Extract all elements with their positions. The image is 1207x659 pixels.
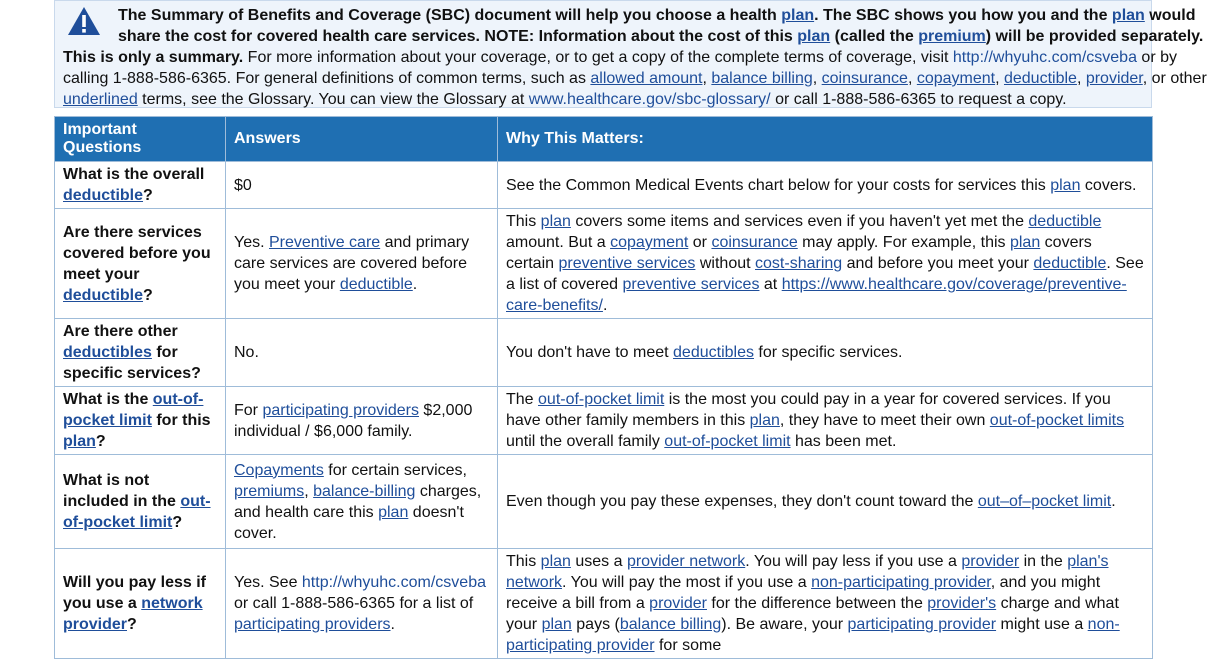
question-cell: [55, 209, 226, 319]
cell-text: without: [695, 255, 756, 272]
glossary-term-link[interactable]: plan: [1050, 176, 1081, 194]
cell-text: has been met.: [790, 433, 897, 450]
plan-link[interactable]: plan: [797, 28, 831, 45]
header-answers: Answers: [226, 117, 498, 162]
glossary-url-link[interactable]: www.healthcare.gov/sbc-glossary/: [528, 91, 771, 108]
glossary-term-link[interactable]: participating providers: [262, 401, 419, 419]
cell-text: uses a: [570, 553, 627, 570]
cell-text: amount. But a: [506, 234, 611, 251]
question-cell: [55, 549, 226, 659]
question-cell: [55, 387, 226, 455]
cell-text: , and you might receive a bill from a: [506, 574, 1101, 612]
table-row: [55, 319, 1153, 387]
glossary-term-link[interactable]: non-participating provider: [811, 574, 991, 591]
cell-text: $0: [234, 176, 252, 194]
glossary-term-link[interactable]: plan: [749, 412, 780, 429]
cell-text: Will you pay less if you use a: [63, 574, 207, 612]
glossary-term-link[interactable]: participating provider: [847, 616, 997, 633]
cell-text: , they have to meet their own: [779, 412, 990, 429]
cell-text: is the most you could pay in a year for covered services. If you have other family members in this: [506, 391, 1111, 429]
cell-text: Are there services covered before you meet your: [63, 223, 211, 283]
glossary-term-link[interactable]: coinsurance: [711, 234, 798, 251]
cell-text: doesn't cover.: [234, 503, 464, 542]
cell-text: at: [759, 276, 782, 293]
table-row: [55, 162, 1153, 209]
glossary-term-link[interactable]: coinsurance: [821, 70, 908, 87]
warning-icon: [67, 5, 101, 37]
glossary-term-link[interactable]: participating providers: [234, 616, 391, 633]
glossary-term-link[interactable]: preventive services: [622, 276, 760, 293]
cell-text: For: [234, 401, 263, 419]
notice-line-3: This is only a summary. For more information about your coverage, or to get a copy of the complete terms of coverage, visit http://whyuhc.com/csveba or by: [63, 49, 1177, 66]
cell-text: ?: [95, 433, 106, 450]
cell-text: You don't have to meet: [506, 344, 674, 361]
cell-text: Are there other: [63, 323, 178, 340]
glossary-term-link[interactable]: plan: [1009, 234, 1041, 251]
glossary-term-link[interactable]: deductible: [339, 276, 413, 293]
why-it-matters-cell: [498, 319, 1153, 387]
cell-text: What is the: [63, 391, 153, 408]
glossary-term-link[interactable]: plan: [378, 503, 409, 521]
answer-cell: [226, 319, 498, 387]
cell-text: This: [506, 553, 541, 570]
glossary-term-link[interactable]: copayment: [610, 234, 689, 251]
sbc-notice-box: [54, 0, 1207, 108]
cell-text: for the difference between the: [706, 595, 928, 612]
notice-line-4: calling 1-888-586-6365. For general definitions of common terms, such as allowed amount, balance billing, coinsurance, copayment, deductible, provider, or other: [63, 70, 1207, 87]
answer-cell: [226, 162, 498, 209]
table-row: [55, 387, 1153, 455]
glossary-term-link[interactable]: plan: [540, 553, 571, 570]
glossary-term-link[interactable]: out-of-pocket limits: [989, 412, 1125, 429]
cell-text: ?: [127, 616, 137, 633]
glossary-term-link[interactable]: out-of-pocket limit: [664, 433, 791, 450]
cell-text: Yes. See: [234, 574, 302, 591]
glossary-term-link[interactable]: cost-sharing: [755, 255, 843, 272]
notice-line-2: share the cost for covered health care services. NOTE: Information about the cost of this plan (called the premium) will be provided separately.: [118, 28, 1204, 45]
glossary-term-link[interactable]: Preventive care: [269, 234, 381, 251]
why-it-matters-cell: [498, 387, 1153, 455]
glossary-term-link[interactable]: provider: [961, 553, 1020, 570]
cell-text: and primary care services are covered before you meet your: [234, 234, 470, 293]
cell-text: charges, and health care this: [234, 482, 482, 521]
notice-line-5: underlined terms, see the Glossary. You can view the Glossary at www.healthcare.gov/sbc-glossary/ or call 1-888-586-6365 to request a copy.: [63, 91, 1067, 108]
cell-text: or call 1-888-586-6365 for a list of: [234, 595, 474, 612]
table-row: [55, 549, 1153, 659]
cell-text: . See a list of covered: [506, 255, 1144, 293]
answer-cell: [226, 387, 498, 455]
glossary-term-link[interactable]: plan: [540, 213, 571, 230]
cell-text: might use a: [996, 616, 1088, 633]
cell-text: . You will pay less if you use a: [745, 553, 962, 570]
cell-text: until the overall family: [506, 433, 665, 450]
csveba-url-link[interactable]: http://whyuhc.com/csveba: [301, 574, 486, 591]
glossary-term-link[interactable]: network provider: [63, 595, 203, 633]
glossary-term-link[interactable]: balance billing: [619, 616, 722, 633]
glossary-term-link[interactable]: deductible: [1003, 70, 1077, 87]
glossary-term-link[interactable]: provider's: [927, 595, 997, 612]
cell-text: ). Be aware, your: [721, 616, 848, 633]
cell-text: The: [506, 391, 539, 408]
glossary-term-link[interactable]: balance billing: [711, 70, 813, 87]
question-cell: [55, 319, 226, 387]
glossary-term-link[interactable]: plan's network: [506, 553, 1109, 591]
glossary-term-link[interactable]: out-of-pocket limit: [63, 493, 211, 531]
cell-text: ?: [172, 514, 183, 531]
cell-text: for some: [654, 637, 722, 654]
cell-text: See the Common Medical Events chart below for your costs for services this: [506, 176, 1051, 194]
glossary-term-link[interactable]: out–of–pocket limit: [977, 493, 1112, 510]
coverage-questions-table: [54, 116, 1153, 659]
glossary-term-link[interactable]: preventive services: [558, 255, 696, 272]
cell-text: covers.: [1080, 176, 1137, 194]
cell-text: for specific services?: [63, 344, 201, 382]
table-header-row: [55, 117, 1153, 162]
cell-text: .: [412, 276, 418, 293]
cell-text: for certain services,: [323, 461, 467, 479]
answer-cell: [226, 455, 498, 549]
glossary-term-link[interactable]: deductibles: [63, 344, 152, 361]
cell-text: .: [602, 297, 608, 314]
table-row: [55, 209, 1153, 319]
glossary-term-link[interactable]: copayment: [916, 70, 996, 87]
glossary-term-link[interactable]: provider: [1085, 70, 1143, 87]
glossary-term-link[interactable]: allowed amount: [590, 70, 703, 87]
glossary-term-link[interactable]: deductible: [1028, 213, 1102, 230]
table-body: [55, 162, 1153, 659]
cell-text: covers certain: [506, 234, 1092, 272]
cell-text: $2,000 individual / $6,000 family.: [234, 401, 473, 440]
cell-text: charge and what your: [506, 595, 1119, 633]
glossary-term-link[interactable]: provider network: [626, 553, 746, 570]
cell-text: in the: [1019, 553, 1068, 570]
why-it-matters-cell: [498, 209, 1153, 319]
question-cell: [55, 162, 226, 209]
glossary-term-link[interactable]: deductible: [1033, 255, 1107, 272]
glossary-term-link[interactable]: plan: [541, 616, 572, 633]
header-important-questions: Important Questions: [55, 117, 226, 162]
cell-text: .: [1111, 493, 1116, 510]
glossary-term-link[interactable]: provider: [649, 595, 707, 612]
cell-text: may apply. For example, this: [797, 234, 1010, 251]
premium-link[interactable]: premium: [918, 28, 986, 45]
cell-text: Yes.: [234, 234, 269, 251]
plan-link[interactable]: plan: [781, 7, 815, 24]
answer-cell: [226, 209, 498, 319]
csveba-url-link[interactable]: http://whyuhc.com/csveba: [952, 49, 1137, 66]
question-cell: [55, 455, 226, 549]
cell-text: covers some items and services even if you haven't yet met the: [570, 213, 1029, 230]
glossary-term-link[interactable]: deductible: [63, 286, 144, 304]
cell-text: You will pay the most if you use a: [570, 574, 812, 591]
plan-link[interactable]: plan: [1111, 7, 1145, 24]
cell-text: ?: [143, 187, 153, 204]
glossary-term-link[interactable]: deductibles: [673, 344, 754, 361]
cell-text: Even though you pay these expenses, they don't count toward the: [506, 493, 978, 510]
cell-text: or: [688, 234, 712, 251]
glossary-term-link[interactable]: non-participating provider: [506, 616, 1120, 654]
cell-text: and before you meet your: [842, 255, 1034, 272]
cell-text: What is the overall: [63, 166, 205, 183]
underlined-link[interactable]: underlined: [63, 91, 138, 108]
glossary-term-link[interactable]: deductible: [63, 187, 144, 204]
glossary-term-link[interactable]: Copayments: [234, 461, 324, 479]
cell-text: What is not included in the: [63, 472, 181, 510]
why-it-matters-cell: [498, 162, 1153, 209]
glossary-term-link[interactable]: plan: [63, 433, 96, 450]
glossary-term-link[interactable]: out-of-pocket limit: [538, 391, 665, 408]
answer-cell: [226, 549, 498, 659]
table-row: [55, 455, 1153, 549]
glossary-term-link[interactable]: out-of-pocket limit: [63, 391, 204, 429]
cell-text: for specific services.: [753, 344, 903, 361]
cell-text: This: [506, 213, 541, 230]
cell-text: ?: [143, 286, 153, 304]
why-it-matters-cell: [498, 455, 1153, 549]
cell-text: ,: [304, 482, 314, 500]
glossary-term-link[interactable]: https://www.healthcare.gov/coverage/preventive-care-benefits/: [506, 276, 1127, 314]
glossary-term-link[interactable]: balance-billing: [313, 482, 416, 500]
cell-text: .: [390, 616, 395, 633]
cell-text: for this: [151, 412, 211, 429]
glossary-term-link[interactable]: premiums: [234, 482, 305, 500]
notice-line-1: The Summary of Benefits and Coverage (SBC) document will help you choose a health plan. The SBC shows you how you and the plan would: [118, 7, 1196, 24]
cell-text: pays (: [571, 616, 620, 633]
header-why-this-matters: Why This Matters:: [498, 117, 1153, 162]
why-it-matters-cell: This plan uses a provider network. You will pay less if you use a provider in the plan's network. You will pay the most if you use a non-participating provider, and you might receive a bill from a provider for the difference between the provider's charge and what your plan pays (balance billing). Be aware, your participating provider might use a non-participating provider for some: [498, 549, 1153, 659]
cell-text: No.: [234, 344, 259, 361]
